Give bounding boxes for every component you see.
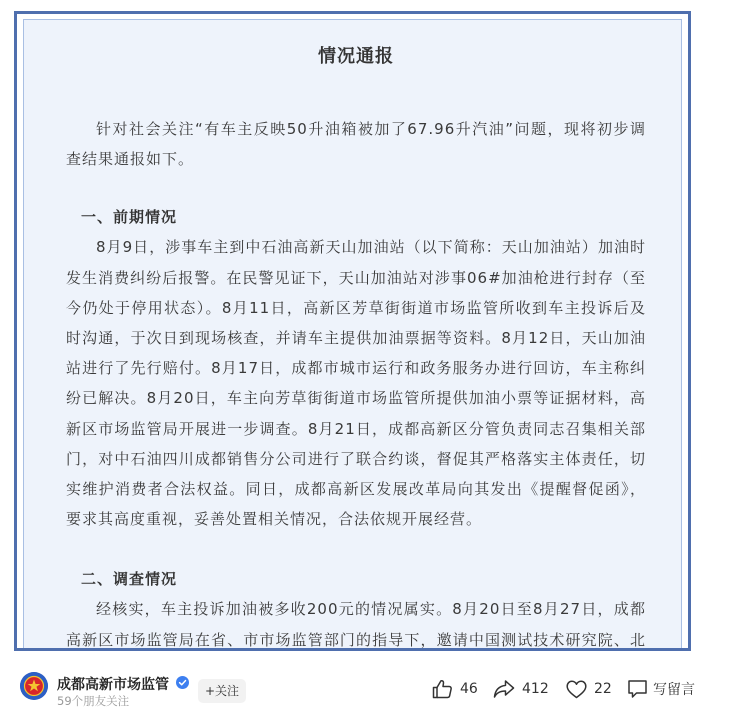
followers-note: 59个朋友关注 bbox=[57, 694, 130, 708]
share-button[interactable] bbox=[493, 678, 549, 700]
verified-badge-icon bbox=[176, 676, 189, 689]
document-image bbox=[14, 11, 691, 651]
document-content bbox=[66, 44, 646, 651]
comment-icon bbox=[627, 679, 648, 699]
thumbs-up-icon bbox=[432, 679, 453, 699]
section-heading-background: 一、前期情况 bbox=[81, 208, 178, 227]
section-heading-investigation: 二、调查情况 bbox=[81, 570, 178, 589]
share-count: 412 bbox=[522, 681, 549, 697]
intro-paragraph: 针对社会关注“有车主反映50升油箱被加了67.96升汽油”问题，现将初步调查结果通报如下。 bbox=[66, 120, 646, 169]
like-count: 46 bbox=[460, 681, 478, 697]
account-name[interactable]: 成都高新市场监管 bbox=[57, 677, 169, 693]
write-comment-label: 写留言 bbox=[653, 682, 695, 698]
favorite-count: 22 bbox=[594, 681, 612, 697]
favorite-button[interactable] bbox=[566, 678, 612, 700]
account-avatar[interactable] bbox=[20, 672, 48, 700]
section-body-investigation: 经核实，车主投诉加油被多收200元的情况属实。8月20日至8月27日，成都高新区市场监管局在省、市市场监管部门的指导下，邀请中国测试技术研究院、北 bbox=[66, 600, 646, 649]
like-button[interactable] bbox=[432, 678, 478, 700]
share-arrow-icon bbox=[493, 679, 515, 699]
write-comment-button[interactable] bbox=[627, 678, 695, 700]
heart-icon bbox=[566, 680, 587, 699]
follow-button[interactable]: +关注 bbox=[198, 679, 246, 703]
document-panel bbox=[23, 19, 682, 648]
section-body-background: 8月9日，涉事车主到中石油高新天山加油站（以下简称：天山加油站）加油时发生消费纠纷后报警。在民警见证下，天山加油站对涉事06#加油枪进行封存（至今仍处于停用状态）。8月11日，高新区芳草街街道市场监管所收到车主投诉后及时沟通，于次日到现场核查，并请车主提供加油票据等资料。8月12日，天山加油站进行了先行赔付。8月17日，成都市城市运行和政务服务办进行回访，车主称纠纷已解决。8月20日，车主向芳草街街道市场监管所提供加油小票等证据材料，高新区市场监管局开展进一步调查。8月21日，成都高新区分管负责同志召集相关部门，对中石油四川成都销售分公司进行了联合约谈，督促其严格落实主体责任，切实维护消费者合法权益。同日，成都高新区发展改革局向其发出《提醒督促函》，要求其高度重视，妥善处置相关情况，合法依规开展经营。 bbox=[66, 238, 646, 529]
article-footer-bar bbox=[0, 651, 737, 710]
document-title: 情况通报 bbox=[318, 46, 394, 67]
market-supervision-emblem-icon bbox=[20, 672, 48, 700]
